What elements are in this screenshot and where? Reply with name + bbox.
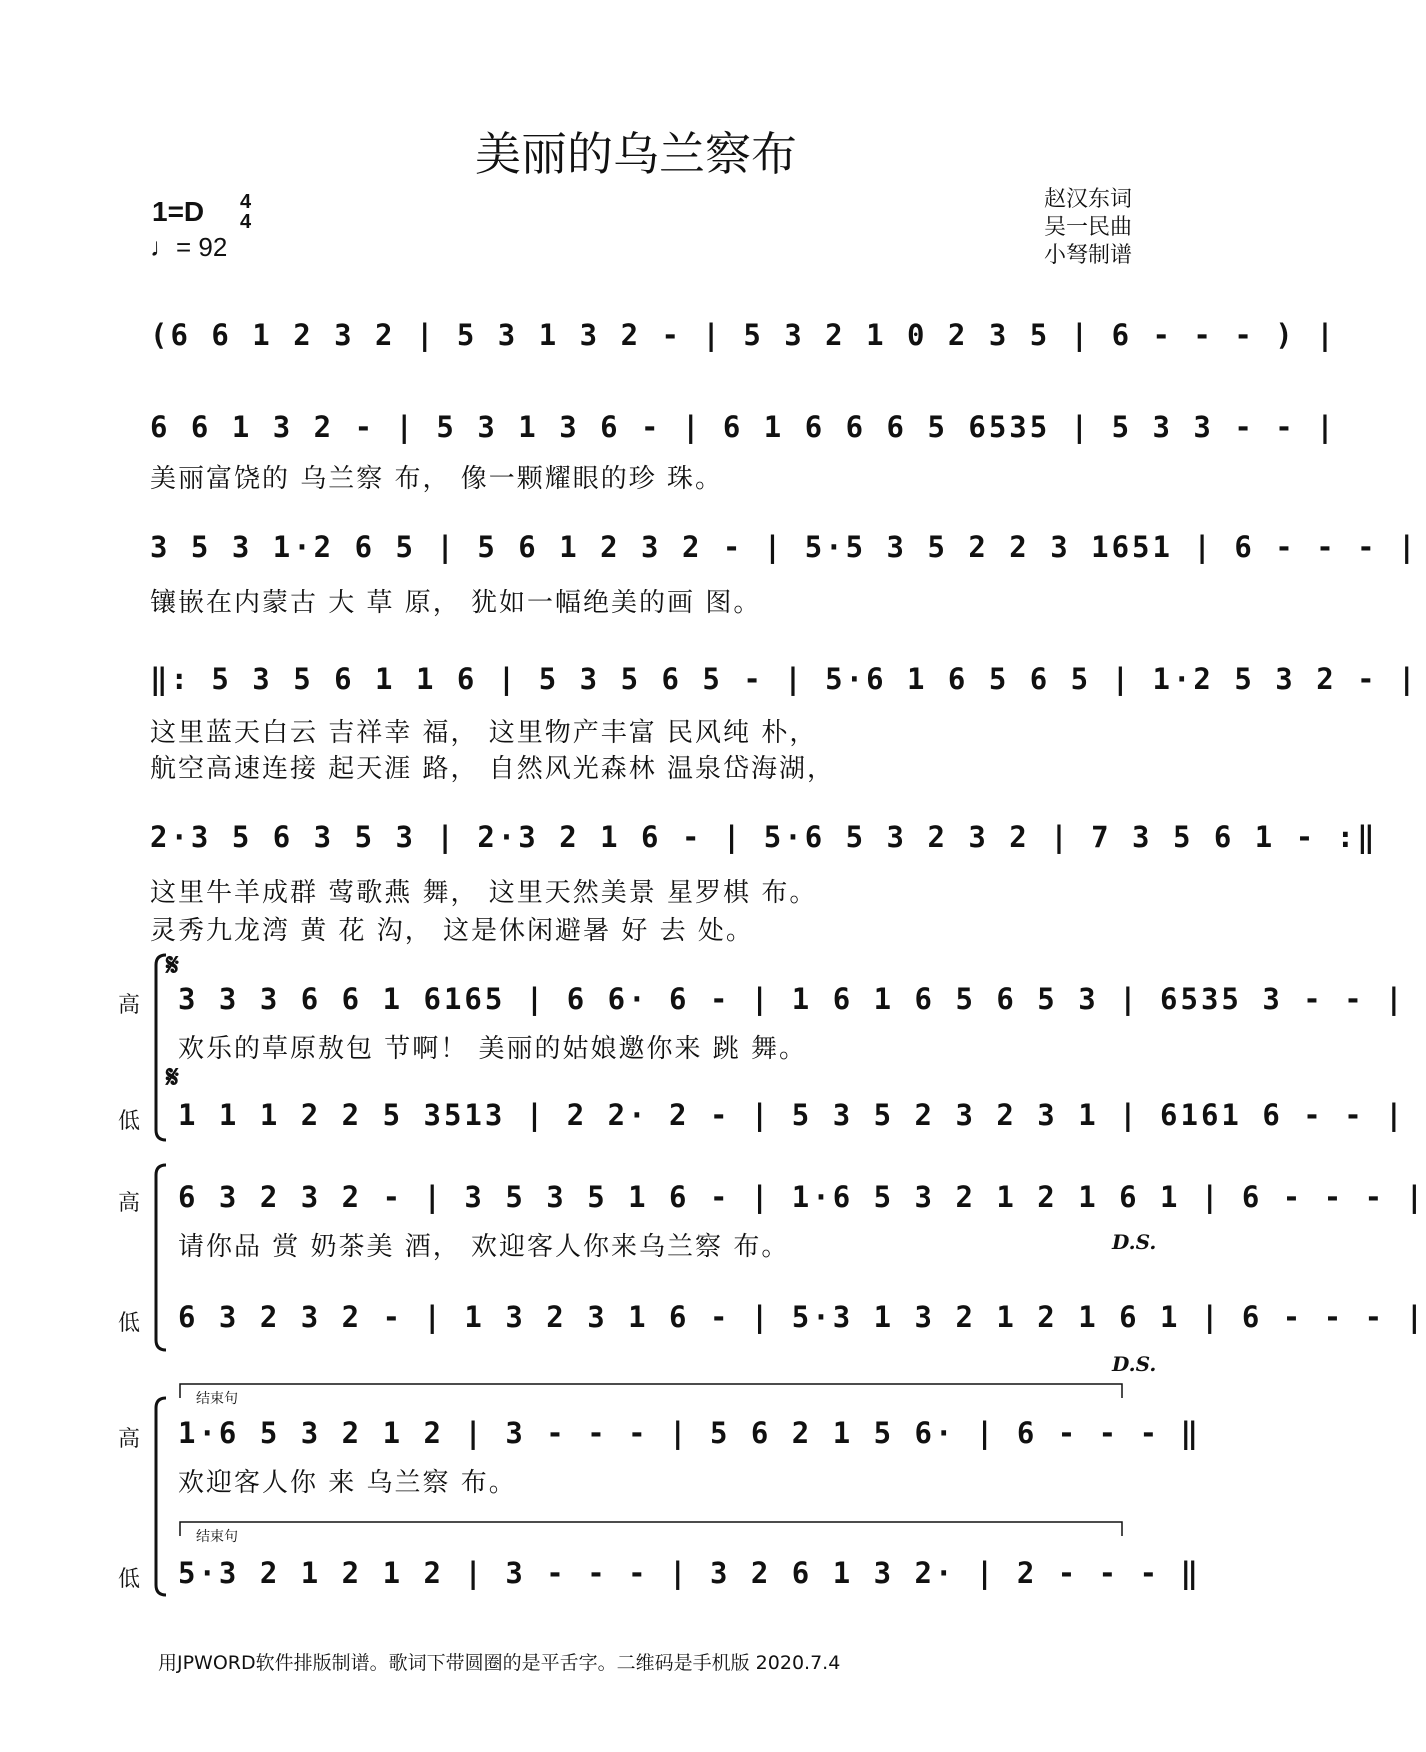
segno-low: 𝄋 [166,1060,179,1095]
score-row-7-high: 6 3 2 3 2 - | 3 5 3 5 1 6 - | 1·6 5 3 2 1 2 1 6 1 | 6 - - - | [178,1180,1426,1214]
ds-marking-low: D.S. [1112,1352,1157,1376]
score-row-5-high: 3 3 3 6 6 1 6165 | 6 6· 6 - | 1 6 1 6 5 6 5 3 | 6535 3 - - | [178,982,1406,1016]
song-title: 美丽的乌兰察布 [475,127,797,181]
ending-label-high: 结束句 [196,1391,238,1407]
tempo-marking: ♩= 92 [150,232,228,262]
ending-label-low: 结束句 [196,1529,238,1545]
part-label-high-1: 高 [118,993,141,1018]
brace-system-2 [156,1165,166,1350]
credit-lyricist: 赵汉东词 [1043,187,1132,212]
score-row-intro: (6 6 1 2 3 2 | 5 3 1 3 2 - | 5 3 2 1 0 2 3 5 | 6 - - - ) | [150,318,1337,352]
credit-engraver: 小弩制谱 [1043,243,1132,268]
lyric-row-1: 美丽富饶的 乌兰察 布， 像一颗耀眼的珍 珠。 [150,464,724,494]
time-signature-bottom: 4 [240,211,252,233]
score-row-6-low: 1 1 1 2 2 5 3513 | 2 2· 2 - | 5 3 5 2 3 2 3 1 | 6161 6 - - | [178,1098,1406,1132]
lyric-row-4-verse-1: 这里牛羊成群 莺歌燕 舞， 这里天然美景 星罗棋 布。 [150,878,818,908]
brace-system-3 [156,1398,166,1595]
key-signature: 1=D [152,196,205,227]
score-row-4: 2·3 5 6 3 5 3 | 2·3 2 1 6 - | 5·6 5 3 2 3 2 | 7 3 5 6 1 - :‖ [150,820,1378,854]
lyric-row-3-verse-2: 航空高速连接 起天涯 路， 自然风光森林 温泉岱海湖， [150,754,836,784]
score-row-8-low: 6 3 2 3 2 - | 1 3 2 3 1 6 - | 5·3 1 3 2 1 2 1 6 1 | 6 - - - | [178,1300,1426,1334]
lyric-row-7: 请你品 赏 奶茶美 酒， 欢迎客人你来乌兰察 布。 [178,1232,790,1262]
score-row-10-low: 5·3 2 1 2 1 2 | 3 - - - | 3 2 6 1 3 2· | 2 - - - ‖ [178,1556,1201,1590]
lyric-row-4-verse-2: 灵秀九龙湾 黄 花 沟， 这是休闲避暑 好 去 处。 [150,916,754,946]
lyric-row-5: 欢乐的草原敖包 节啊！ 美丽的姑娘邀你来 跳 舞。 [178,1034,808,1064]
score-row-9-high: 1·6 5 3 2 1 2 | 3 - - - | 5 6 2 1 5 6· | 6 - - - ‖ [178,1416,1201,1450]
part-label-low-1: 低 [118,1109,141,1134]
score-row-3: ‖: 5 3 5 6 1 1 6 | 5 3 5 6 5 - | 5·6 1 6 5 6 5 | 1·2 5 3 2 - | [150,662,1419,696]
ds-marking-high: D.S. [1112,1230,1157,1254]
score-row-2: 3 5 3 1·2 6 5 | 5 6 1 2 3 2 - | 5·5 3 5 2 2 3 1651 | 6 - - - | [150,530,1419,564]
lyric-row-2: 镶嵌在内蒙古 大 草 原， 犹如一幅绝美的画 图。 [150,588,762,618]
part-label-high-2: 高 [118,1191,141,1216]
segno-high: 𝄋 [166,948,179,983]
lyric-row-3-verse-1: 这里蓝天白云 吉祥幸 福， 这里物产丰富 民风纯 朴， [150,718,818,748]
brace-system-1 [156,955,166,1140]
part-label-low-3: 低 [118,1567,141,1592]
part-label-high-3: 高 [118,1427,141,1452]
score-row-1: 6 6 1 3 2 - | 5 3 1 3 6 - | 6 1 6 6 6 5 6535 | 5 3 3 - - | [150,410,1337,444]
lyric-row-9: 欢迎客人你 来 乌兰察 布。 [178,1468,517,1498]
ending-bracket-low [180,1522,1122,1536]
time-signature-top: 4 [240,191,252,213]
credit-composer: 吴一民曲 [1043,215,1132,240]
ending-bracket-high [180,1384,1122,1398]
footer-note: 用JPWORD软件排版制谱。歌词下带圆圈的是平舌字。二维码是手机版 2020.7.4 [158,1652,841,1674]
part-label-low-2: 低 [118,1311,141,1336]
